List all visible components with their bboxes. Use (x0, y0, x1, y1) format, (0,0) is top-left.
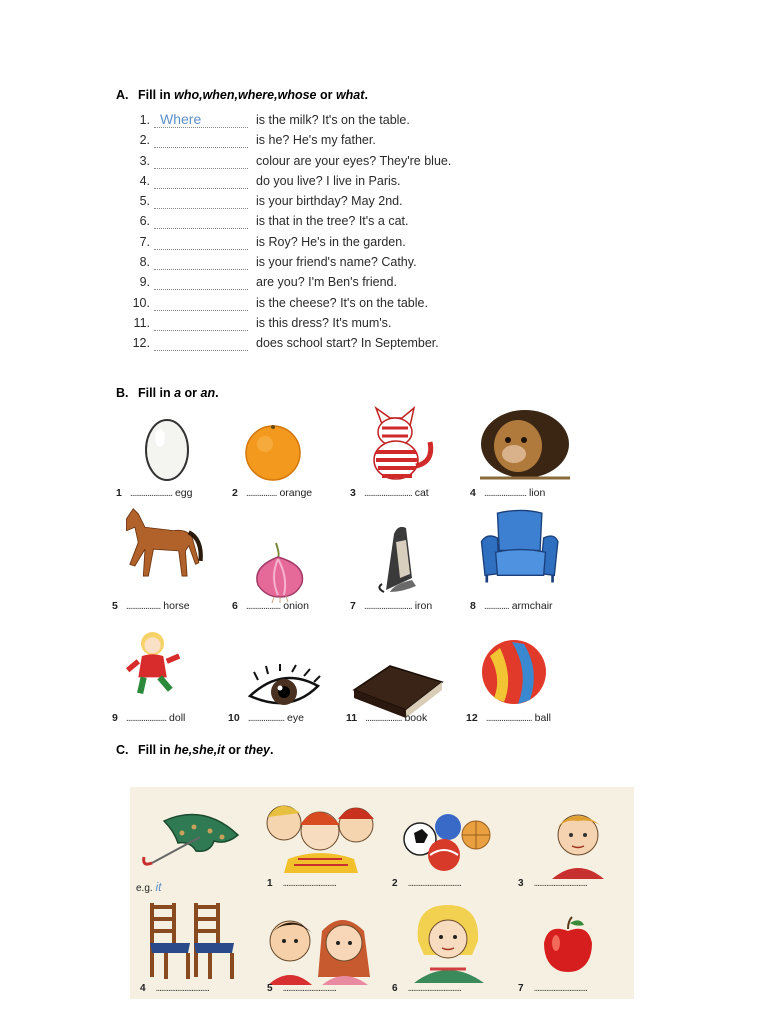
answer-blank[interactable]: ..................... (125, 712, 167, 724)
answer-blank[interactable] (154, 194, 248, 209)
exercise-a-row: 5. is your birthday? May 2nd. (139, 194, 403, 209)
item-caption: 2 .............................. (392, 878, 461, 889)
item-caption: 4 .............................. (140, 983, 209, 994)
exercise-a-row: 11. is this dress? It's mum's. (133, 315, 392, 330)
girl-icon (400, 901, 500, 983)
item-caption: 1 .............................. (267, 878, 336, 889)
exercise-a-row: 12. does school start? In September. (132, 336, 439, 351)
exercise-a-row: 7. is Roy? He's in the garden. (139, 234, 406, 249)
answer-blank[interactable]: ................... (365, 712, 402, 724)
answer-blank[interactable] (154, 316, 248, 331)
answer-blank[interactable]: ................ (245, 487, 277, 499)
answer-blank[interactable]: ...................... (483, 487, 527, 499)
exercise-a-row: 1. Where is the milk? It's on the table. (139, 111, 410, 127)
answer-blank[interactable] (154, 154, 248, 169)
orange-icon (235, 408, 345, 488)
answer-blank[interactable] (154, 275, 248, 290)
section-c-marker: C. (116, 743, 129, 757)
item-caption: 1 ...................... egg (116, 487, 193, 499)
horse-icon (106, 502, 216, 582)
section-c-heading: C. Fill in he,she,it or they. (116, 743, 274, 757)
answer-blank[interactable] (154, 235, 248, 250)
answer-blank[interactable]: .................. (125, 600, 161, 612)
apple-icon (538, 915, 598, 975)
example-answer: it (155, 880, 162, 894)
answer-blank[interactable]: .............................. (282, 983, 336, 994)
boy-and-girl-icon (260, 905, 380, 985)
item-caption: 5 .................. horse (112, 600, 190, 612)
answer-blank[interactable]: ......................... (363, 487, 412, 499)
item-caption: 5 .............................. (267, 983, 336, 994)
item-caption: 9 ..................... doll (112, 712, 186, 724)
answer-blank[interactable] (154, 255, 248, 270)
answer-blank[interactable]: .............................. (533, 983, 587, 994)
lion-icon (470, 404, 580, 484)
boy-icon (534, 799, 624, 879)
children-group-icon (258, 789, 382, 873)
answer-blank[interactable]: ............. (483, 600, 509, 612)
answer-blank[interactable]: .................. (245, 600, 281, 612)
item-caption: 12 ........................ ball (466, 712, 551, 724)
item-caption: 3 .............................. (518, 878, 587, 889)
item-caption: 4 ...................... lion (470, 487, 546, 499)
answer-blank[interactable] (154, 174, 248, 189)
section-a-heading: A. Fill in who,when,where,whose or what. (116, 88, 368, 102)
exercise-a-row: 6. is that in the tree? It's a cat. (139, 214, 409, 229)
answer-blank[interactable]: ........................ (485, 712, 532, 724)
item-caption: 8 ............. armchair (470, 600, 553, 612)
exercise-a-row: 4. do you live? I live in Paris. (139, 173, 401, 188)
answer-blank[interactable]: .............................. (407, 878, 461, 889)
answer-blank[interactable] (154, 214, 248, 229)
iron-icon (372, 518, 482, 598)
exercise-a-list (122, 113, 502, 357)
ball-icon (478, 638, 588, 718)
egg-icon (120, 408, 230, 488)
answer-blank[interactable]: ................... (247, 712, 285, 724)
exercise-a-row: 9. are you? I'm Ben's friend. (139, 275, 397, 290)
section-b-heading: B. Fill in a or an. (116, 386, 219, 400)
answer-blank[interactable]: .............................. (155, 983, 209, 994)
item-caption: 2 ................ orange (232, 487, 313, 499)
example-caption: e.g. it (136, 880, 162, 894)
section-b-marker: B. (116, 386, 129, 400)
umbrella-icon (134, 801, 244, 871)
section-a-marker: A. (116, 88, 129, 102)
answer-blank[interactable]: ...................... (129, 487, 173, 499)
chairs-icon (144, 899, 244, 981)
item-caption: 10 ................... eye (228, 712, 304, 724)
exercise-a-row: 10. is the cheese? It's on the table. (132, 295, 428, 310)
onion-icon (240, 528, 350, 608)
answer-blank[interactable]: .............................. (282, 878, 336, 889)
exercise-a-row: 2. is he? He's my father. (139, 133, 376, 148)
item-caption: 3 ......................... cat (350, 487, 429, 499)
item-caption: 6 .................. onion (232, 600, 309, 612)
doll-icon (118, 624, 228, 704)
answer-blank[interactable] (154, 336, 248, 351)
example-answer: Where (160, 111, 202, 127)
section-c-panel (130, 787, 634, 999)
item-caption: 7 .............................. (518, 983, 587, 994)
answer-blank[interactable]: ......................... (363, 600, 412, 612)
balls-icon (400, 797, 500, 877)
answer-blank[interactable]: .............................. (407, 983, 461, 994)
item-caption: 6 .............................. (392, 983, 461, 994)
armchair-icon (470, 506, 580, 586)
exercise-a-row: 3. colour are your eyes? They're blue. (139, 153, 452, 168)
exercise-a-row: 8. is your friend's name? Cathy. (139, 255, 417, 270)
answer-blank[interactable] (154, 296, 248, 311)
answer-blank[interactable]: .............................. (533, 878, 587, 889)
cat-icon (352, 402, 462, 482)
item-caption: 11 ................... book (346, 712, 428, 724)
item-caption: 7 ......................... iron (350, 600, 433, 612)
answer-blank[interactable] (154, 133, 248, 148)
